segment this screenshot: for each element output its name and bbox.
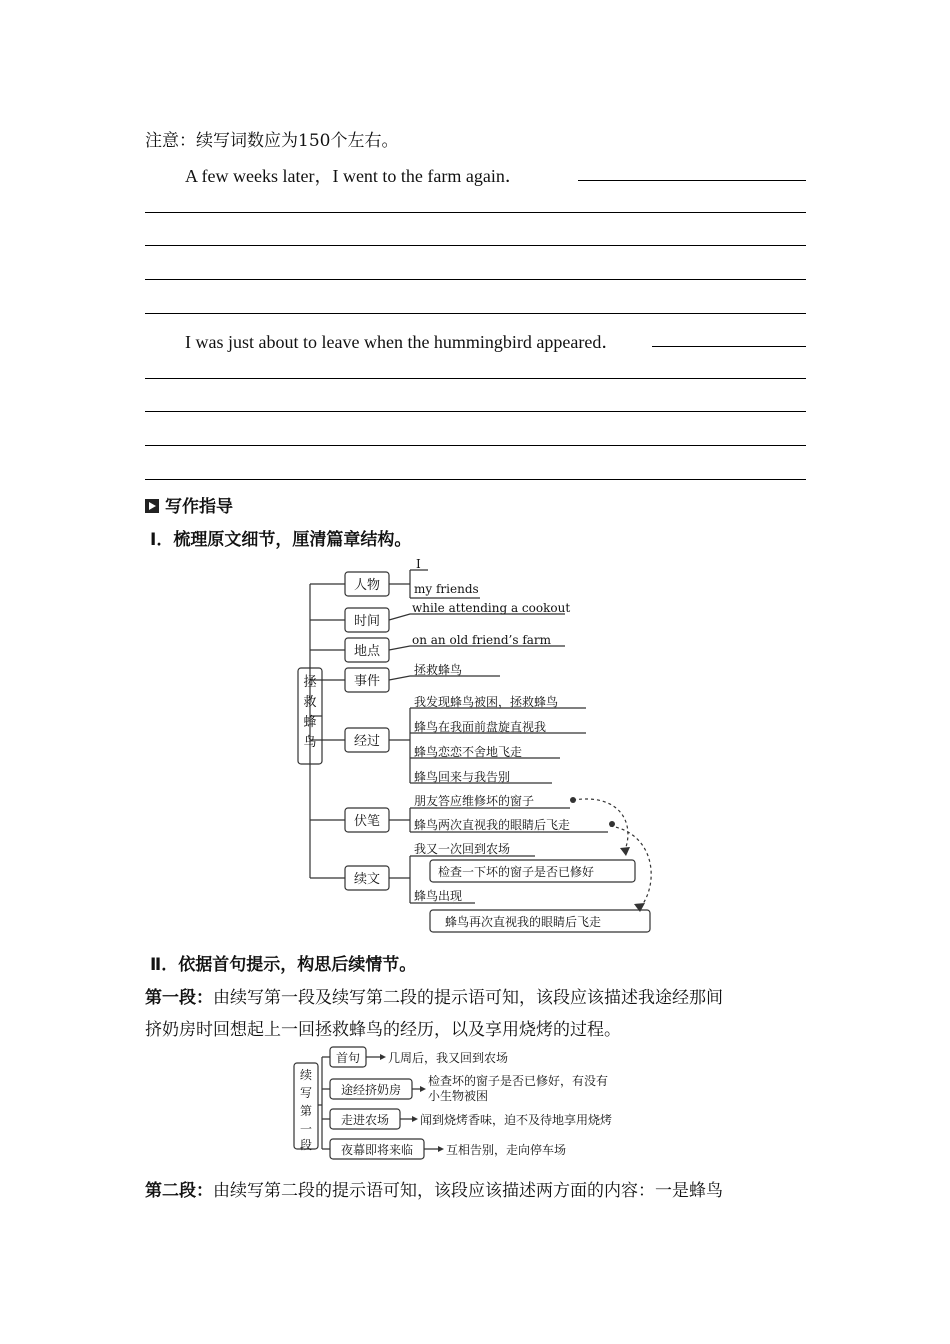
mindmap2-text: 互相告别，走向停车场 [446, 1143, 567, 1157]
answer-line[interactable] [145, 313, 806, 314]
branch-label: 经过 [353, 734, 381, 749]
section-heading-text: 写作指导 [165, 497, 233, 517]
para1-label: 第一段： [145, 988, 213, 1008]
mindmap2-label: 夜幕即将来临 [340, 1143, 414, 1157]
para1-first-sentence: A few weeks later，I went to the farm again． [185, 166, 523, 186]
branch-item: 蜂鸟恋恋不舍地飞走 [414, 745, 523, 759]
branch-item: 蜂鸟回来与我告别 [414, 770, 511, 784]
branch-label: 时间 [353, 614, 381, 629]
mindmap2-label: 途经挤奶房 [340, 1083, 402, 1097]
para1-desc-line1: 由续写第一段及续写第二段的提示语可知，该段应该描述我途经那间 [213, 988, 723, 1008]
answer-line[interactable] [578, 180, 806, 181]
mindmap2-text: 小生物被困 [428, 1089, 489, 1103]
branch-label: 地点 [353, 644, 381, 659]
para2-first-sentence: I was just about to leave when the hummingbird appeared． [185, 332, 620, 352]
branch-item: 蜂鸟再次直视我的眼睛后飞走 [445, 915, 602, 929]
para2-label: 第二段： [145, 1181, 213, 1201]
mindmap2-text: 几周后，我又回到农场 [388, 1051, 509, 1065]
mindmap-root-char: 拯 [303, 675, 317, 690]
mindmap2-text: 检查坏的窗子是否已修好，有没有 [428, 1074, 609, 1088]
branch-item: my friends [414, 582, 479, 596]
answer-line[interactable] [145, 378, 806, 379]
branch-label: 伏笔 [353, 814, 381, 829]
mindmap-root-char: 蜂 [303, 715, 317, 730]
mindmap2-label: 首句 [335, 1051, 361, 1065]
branch-item: 我发现蜂鸟被困，拯救蜂鸟 [414, 695, 559, 709]
section-heading [145, 492, 233, 517]
branch-label: 续文 [353, 872, 381, 887]
answer-line[interactable] [145, 279, 806, 280]
branch-item: 蜂鸟出现 [414, 889, 463, 903]
branch-label: 人物 [353, 578, 381, 593]
mindmap2-root-char: 第 [299, 1104, 313, 1118]
mindmap2-root-char: 一 [299, 1122, 313, 1136]
branch-item: 拯救蜂鸟 [414, 663, 463, 677]
answer-line[interactable] [145, 411, 806, 412]
para1-desc-line2: 挤奶房时回想起上一回拯救蜂鸟的经历，以及享用烧烤的过程。 [145, 1020, 621, 1040]
branch-item: 朋友答应维修坏的窗子 [414, 794, 535, 808]
mindmap2-text: 闻到烧烤香味，迫不及待地享用烧烤 [420, 1113, 613, 1127]
branch-item: 蜂鸟在我面前盘旋直视我 [414, 720, 547, 734]
para2-guidance [145, 1176, 723, 1201]
paragraph1-plan-mindmap [288, 1045, 668, 1160]
branch-item: 检查一下坏的窗子是否已修好 [438, 865, 595, 879]
mindmap2-label: 走进农场 [340, 1113, 390, 1127]
answer-line[interactable] [145, 245, 806, 246]
step2-heading: Ⅱ．依据首句提示，构思后续情节。 [150, 955, 417, 975]
mindmap-root-char: 救 [303, 695, 317, 710]
story-structure-mindmap [290, 558, 670, 938]
mindmap2-root-char: 段 [299, 1138, 313, 1152]
answer-line[interactable] [145, 212, 806, 213]
para1-guidance [145, 983, 723, 1008]
branch-item: while attending a cookout [412, 601, 571, 615]
word-count-note: 注意：续写词数应为150个左右。 [145, 131, 399, 151]
answer-line[interactable] [652, 346, 806, 347]
mindmap-root-char: 鸟 [303, 735, 317, 750]
para2-desc: 由续写第二段的提示语可知，该段应该描述两方面的内容：一是蜂鸟 [213, 1181, 723, 1201]
branch-item: 蜂鸟两次直视我的眼睛后飞走 [414, 818, 571, 832]
answer-line[interactable] [145, 445, 806, 446]
mindmap2-root-char: 写 [299, 1086, 313, 1100]
play-triangle-icon [145, 499, 159, 513]
step1-heading: Ⅰ．梳理原文细节，厘清篇章结构。 [150, 530, 412, 550]
branch-item: I [416, 558, 421, 571]
branch-item: on an old friend’s farm [412, 633, 552, 647]
answer-line[interactable] [145, 479, 806, 480]
branch-label: 事件 [353, 674, 381, 689]
mindmap2-root-char: 续 [299, 1068, 313, 1082]
branch-item: 我又一次回到农场 [414, 842, 511, 856]
